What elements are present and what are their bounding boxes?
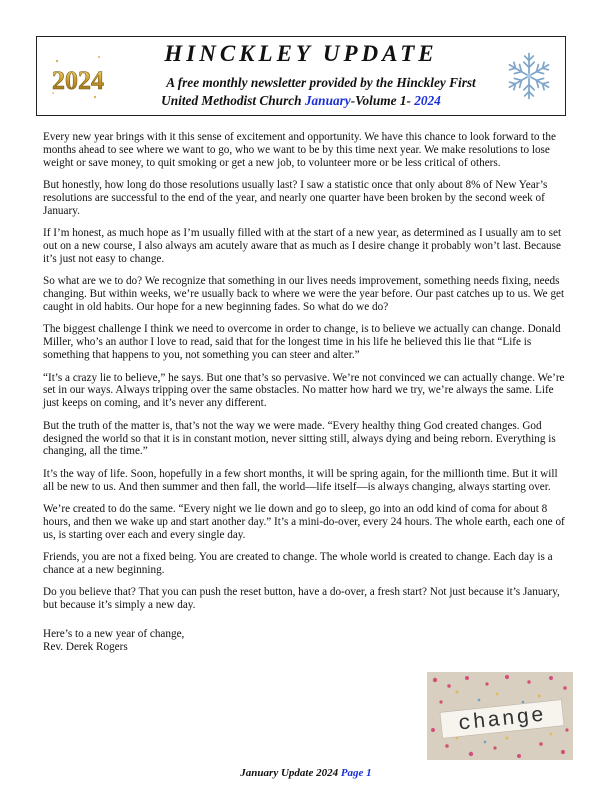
paragraph: The biggest challenge I think we need to overcome in order to change, is to believe we actually can change. Donald Miller, who’s an author I love to read, said that for the longest time in his life he believed this lie that “Life is something that happens to you, not something you can steer and alter.” [43, 323, 561, 362]
snowflake-icon [503, 47, 555, 105]
logo-year-text: 2024 [52, 66, 104, 95]
newsletter-title: HINCKLEY UPDATE [164, 41, 438, 66]
signoff [43, 628, 571, 654]
change-image [427, 672, 573, 760]
issue-month: January [304, 93, 351, 108]
paragraph: Every new year brings with it this sense of excitement and opportunity. We have this chance to look forward to the months ahead to see where we want to go, who we want to be by this time next year. We make resolutions to lose weight or save money, to quit smoking or get a new job, to volunteer more or be less critical of others. [43, 131, 556, 169]
paragraph: Do you believe that? That you can push the reset button, have a do-over, a fresh start? Not just because it’s January, but because it’s simply a new day. [43, 586, 560, 612]
issue-volume: -Volume 1- [350, 93, 411, 108]
paragraph: But honestly, how long do those resolutions usually last? I saw a statistic once that only about 8% of New Year’s resolutions are successful to the end of the year, and nearly one quarter have been broken by the second week of January. [43, 179, 548, 217]
paragraph: “It’s a crazy lie to believe,” he says. But one that’s so pervasive. We’re not convinced we can actually change. We’re set in our ways. Always tripping over the same obstacles. No matter how hard we try, we’re always the same. Life just keeps on coming, and it’s never any different. [43, 371, 565, 410]
footer-label: January Update 2024 [240, 767, 339, 779]
newsletter-subtitle: A free monthly newsletter provided by the Hinckley First [166, 75, 476, 90]
footer-page-number: Page 1 [340, 767, 372, 779]
change-word: change [457, 704, 547, 737]
signoff-author: Rev. Derek Rogers [43, 641, 128, 654]
masthead [36, 36, 566, 116]
issue-year: 2024 [414, 93, 441, 108]
page-footer [0, 767, 612, 779]
paragraph: If I’m honest, as much hope as I’m usually filled with at the start of a new year, as determined as I usually am to set out on a new course, I also always am acutely aware that as much as I desire change it probably won’t last. Because it’s just not easy to change. [43, 227, 562, 266]
paragraph: So what are we to do? We recognize that something in our lives needs improvement, something needs fixing, needs changing. But within weeks, we’re usually back to where we were the year before. Our past catches up to us. We get caught in old habits. Our hope for a new beginning fades. So what do we do? [43, 275, 565, 314]
paragraph: But the truth of the matter is, that’s not the way we were made. “Every healthy thing God created changes. God designed the world so that it is in constant motion, never sitting still, always dying and being reborn. Everything is changing, all the time.” [43, 419, 556, 458]
church-name: United Methodist Church [161, 93, 302, 108]
signoff-greeting: Here’s to a new year of change, [43, 628, 185, 641]
article-body [43, 131, 571, 654]
paragraph: We’re created to do the same. “Every night we lie down and go to sleep, go into an odd kind of coma for about 8 hours, and then we wake up and start another day.” It’s a mini-do-over, every 24 hours. The whole earth, each one of us, is starting over each and every single day. [43, 502, 565, 541]
paragraph: It’s the way of life. Soon, hopefully in a few short months, it will be spring again, for the millionth time. But it will all be new to us. And then summer and then fall, the world—life itself—is always changing, always starting over. [43, 467, 558, 493]
paragraph: Friends, you are not a fixed being. You are created to change. The whole world is created to change. Each day is a chance at a new beginning. [43, 551, 553, 576]
newsletter-issue-line [37, 93, 565, 109]
